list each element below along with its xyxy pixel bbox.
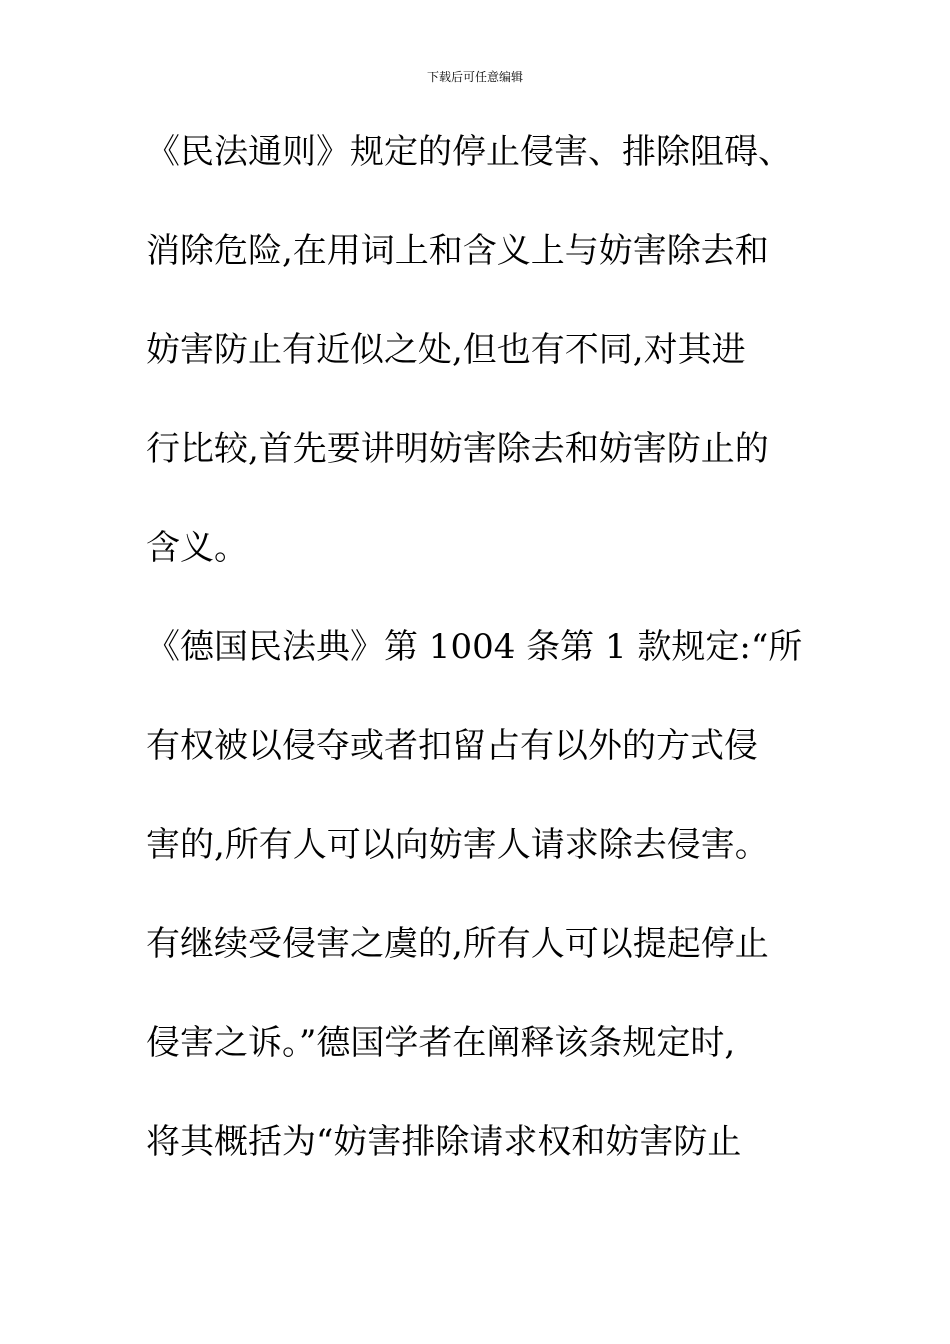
text-line: 含义。 bbox=[146, 528, 248, 568]
text-line: 有权被以侵夺或者扣留占有以外的方式侵 bbox=[146, 726, 758, 766]
text-line: 妨害防止有近似之处,但也有不同,对其进 bbox=[146, 330, 746, 370]
text-line: 《民法通则》规定的停止侵害、排除阻碍、 bbox=[146, 132, 792, 172]
text-line: 消除危险,在用词上和含义上与妨害除去和 bbox=[146, 231, 769, 271]
document-body bbox=[146, 127, 826, 1216]
text-line: 行比较,首先要讲明妨害除去和妨害防止的 bbox=[146, 429, 769, 469]
header-note: 下载后可任意编辑 bbox=[426, 70, 523, 84]
text-line: 有继续受侵害之虞的,所有人可以提起停止 bbox=[146, 924, 769, 964]
text-line: 侵害之诉。”德国学者在阐释该条规定时, bbox=[146, 1023, 736, 1063]
text-line: 害的,所有人可以向妨害人请求除去侵害。 bbox=[146, 825, 769, 865]
text-line: 将其概括为“妨害排除请求权和妨害防止 bbox=[146, 1122, 742, 1162]
text-line: 《德国民法典》第 1004 条第 1 款规定:“所 bbox=[146, 627, 803, 667]
